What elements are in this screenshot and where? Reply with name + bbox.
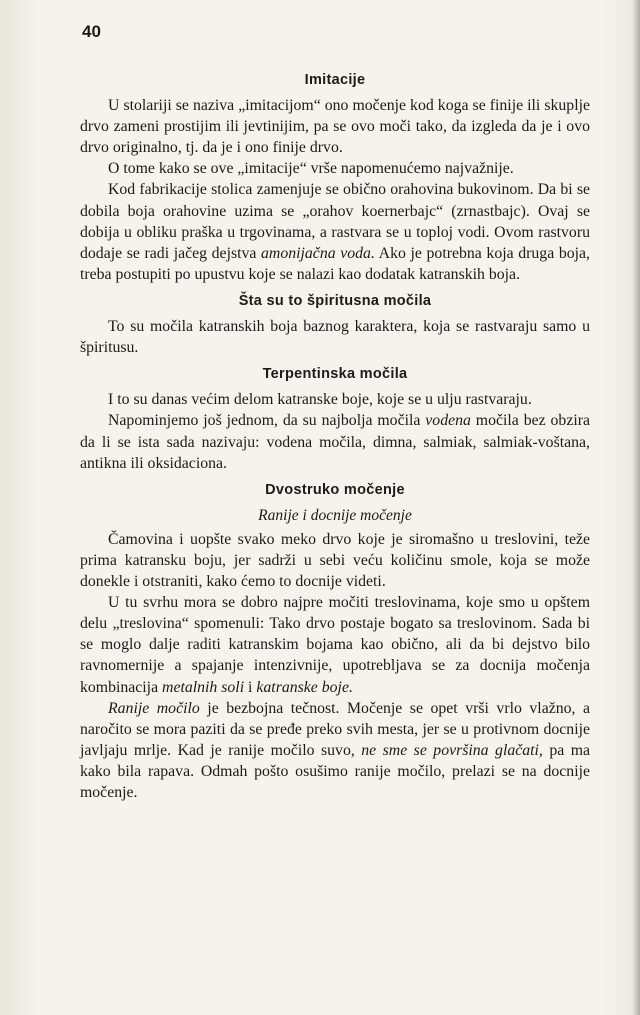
paragraph: O tome kako se ove „imitacije“ vrše napomenućemo najvažnije. [108, 160, 514, 178]
text-run: pa ma kako bila rapava. Odmah pošto osušimo ranije močilo, prelazi se na docnije močenje. [80, 741, 591, 801]
page-body [80, 64, 590, 803]
text-run: i [244, 678, 257, 696]
paragraph: U stolariji se naziva „imitacijom“ ono močenje kod koga se finije ili skuplje drvo zameni prostijim ili jevtinijim, pa se ovo moči tako, da izgleda da je i ovo drvo originalno, tj. da je i ono finije drvo. [80, 97, 590, 157]
heading-terpentinska: Terpentinska močila [262, 366, 408, 383]
emphasis-text: močilo [149, 699, 200, 717]
paragraph [80, 698, 590, 803]
subheading-ranije-docnije: Ranije i docnije močenje [258, 506, 412, 524]
text-run: je bezbojna tečnost. Močenje se opet vrši vrlo vlažno, a naročito se mora paziti da se pređe preko svih mesta, jer se u protivnom docnije javljaju mrlje. Kad je ranije močilo suvo, [80, 699, 590, 759]
text-run: močila bez obzira da li se ista sada nazivaju: vodena močila, dimna, salmiak, salmiak-voštana, antikna ili oksidaciona. [80, 412, 590, 472]
page-edge-shadow [632, 0, 640, 1015]
text-run: Ako je potrebna koja druga boja, treba postupiti po upustvu koje se nalazi kao dodatak katranskih boja. [80, 244, 590, 283]
paragraph: I to su danas većim delom katranske boje, koje se u ulju rastvaraju. [108, 391, 532, 409]
text-run: Kod fabrikacije stolica zamenjuje se obično orahovina bukovinom. Da bi se dobila boja orahovine uzima se „orahov koernerbajc“ (zrnastbajc). Ovaj se dobija u obliku praška u trgovinama, a rastvara se u toploj vodi. Ovom rastvoru dodaje se radi jačeg dejstva [80, 181, 590, 262]
emphasis-text: katranske boje. [256, 678, 353, 696]
paragraph [80, 410, 590, 473]
heading-spiritusna: Šta su to špiritusna močila [238, 292, 432, 309]
paragraph: To su močila katranskih boja baznog karaktera, koja se rastvaraju samo u špiritusu. [80, 318, 590, 357]
page-number: 40 [82, 22, 101, 41]
paragraph [80, 592, 590, 697]
emphasis-text: vodena [425, 412, 471, 430]
text-run: U tu svrhu mora se dobro najpre močiti treslovinama, koje smo u opštem delu „treslovina“ spomenuli: Tako drvo postaje bogato sa treslovinom. Sada bi se moglo dalje raditi katranskim bojama kao obično, ali da bi dejstvo bilo ravnomernije a spajanje intenzivnije, upotrebljava se za docnija močenja kombinacija [80, 594, 590, 696]
paragraph [80, 179, 590, 284]
emphasis-text: metalnih soli [162, 678, 245, 696]
heading-imitacije: Imitacije [304, 72, 366, 88]
heading-dvostruko: Dvostruko močenje [265, 481, 405, 498]
emphasis-text: amonijačna voda. [261, 244, 375, 262]
emphasis-text: Ranije [108, 699, 150, 717]
emphasis-text: ne sme se površina glačati, [361, 741, 543, 759]
paragraph: Čamovina i uopšte svako meko drvo koje je siromašno u treslovini, teže prima katransku boju, jer sadrži u sebi veću količinu smole, koja se može donekle i otstraniti, kako ćemo to docnije videti. [80, 530, 590, 591]
text-run: Napominjemo još jednom, da su najbolja močila [108, 412, 426, 430]
